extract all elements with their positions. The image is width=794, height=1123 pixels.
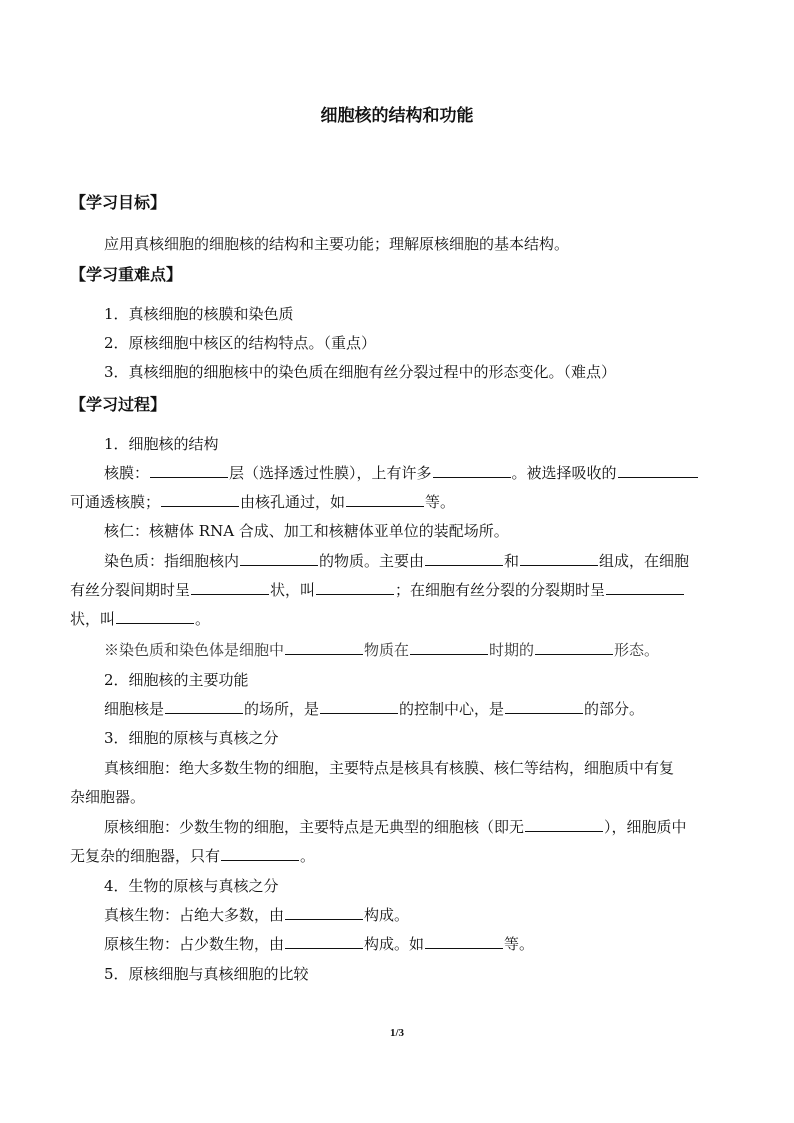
blank [285,905,363,920]
text: 和 [504,552,520,570]
text: 原核细胞：少数生物的细胞，主要特点是无典型的细胞核（即无 [104,818,525,836]
blank [285,640,363,655]
blank [433,463,511,478]
eukaryotic-organism-line [104,905,794,925]
prokaryotic-cell-line-2 [70,846,794,866]
blank [505,699,583,714]
blank [165,699,243,714]
text: 形态。 [614,641,660,659]
blank [285,934,363,949]
key-point-1: 1．真核细胞的核膜和染色质 [104,305,294,323]
text: 可通透核膜； [70,493,161,511]
prokaryotic-organism-line [104,934,794,954]
text: 状，叫 [270,581,316,599]
text: 时期的 [489,641,535,659]
nucleolus-line: 核仁：核糖体 RNA 合成、加工和核糖体亚单位的装配场所。 [104,522,509,540]
text: 组成，在细胞 [599,552,690,570]
text: 物质在 [364,641,410,659]
blank [240,551,318,566]
key-point-3: 3．真核细胞的细胞核中的染色质在细胞有丝分裂过程中的形态变化。（难点） [104,363,617,381]
blank [410,640,488,655]
text: 染色质：指细胞核内 [104,552,240,570]
blank [520,551,598,566]
eukaryotic-cell-line-1: 真核细胞：绝大多数生物的细胞，主要特点是核具有核膜、核仁等结构，细胞质中有复 [104,759,675,777]
text: ），细胞质中 [604,818,687,836]
text: 。 [300,847,316,865]
blank [320,699,398,714]
text: 构成。 [364,906,410,924]
blank [161,492,239,507]
blank [191,580,269,595]
text: 的控制中心，是 [399,700,505,718]
section-heading-objectives: 【学习目标】 [70,193,167,212]
text: 的物质。主要由 [319,552,425,570]
eukaryotic-cell-line-2: 杂细胞器。 [70,788,146,806]
note-line [104,640,794,660]
blank [346,492,424,507]
blank [116,609,194,624]
text: ；在细胞有丝分裂的分裂期时呈 [395,581,606,599]
blank [425,934,503,949]
function-line [104,699,794,719]
chromatin-line-3 [70,609,794,629]
blank [316,580,394,595]
text: 的部分。 [584,700,645,718]
text: 有丝分裂间期时呈 [70,581,191,599]
prokaryotic-cell-line-1 [104,817,794,837]
text: 构成。如 [364,935,425,953]
text: 状，叫 [70,610,116,628]
section-heading-key-points: 【学习重难点】 [70,265,183,284]
blank [150,463,228,478]
blank [221,846,299,861]
key-point-2: 2．原核细胞中核区的结构特点。（重点） [104,334,377,352]
text: 由核孔通过，如 [240,493,346,511]
text: 。 [195,610,211,628]
subheading-nucleus-structure: 1．细胞核的结构 [104,435,219,453]
subheading-comparison: 5．原核细胞与真核细胞的比较 [104,965,309,983]
text: ※染色质和染色体是细胞中 [104,641,285,659]
subheading-cell-types: 3．细胞的原核与真核之分 [104,729,279,747]
page-number: 1/3 [389,1027,405,1039]
blank [606,580,684,595]
blank [525,817,603,832]
text: 核膜： [104,464,150,482]
text: 无复杂的细胞器，只有 [70,847,221,865]
text: 细胞核是 [104,700,165,718]
text: 等。 [504,935,535,953]
subheading-nucleus-function: 2．细胞核的主要功能 [104,671,249,689]
text: 的场所，是 [244,700,320,718]
chromatin-line-1 [104,551,794,571]
membrane-line-1 [104,463,794,483]
section-heading-process: 【学习过程】 [70,395,167,414]
subheading-organism-types: 4．生物的原核与真核之分 [104,877,279,895]
membrane-line-2 [70,492,794,512]
objectives-text: 应用真核细胞的细胞核的结构和主要功能；理解原核细胞的基本结构。 [104,235,570,253]
text: 层（选择透过性膜），上有许多 [229,464,432,482]
text: 真核生物：占绝大多数，由 [104,906,285,924]
blank [535,640,613,655]
text: 等。 [425,493,456,511]
text: 。被选择吸收的 [511,464,617,482]
blank [425,551,503,566]
blank [618,463,698,478]
chromatin-line-2 [70,580,794,600]
text: 原核生物：占少数生物，由 [104,935,285,953]
page-title: 细胞核的结构和功能 [320,106,474,126]
